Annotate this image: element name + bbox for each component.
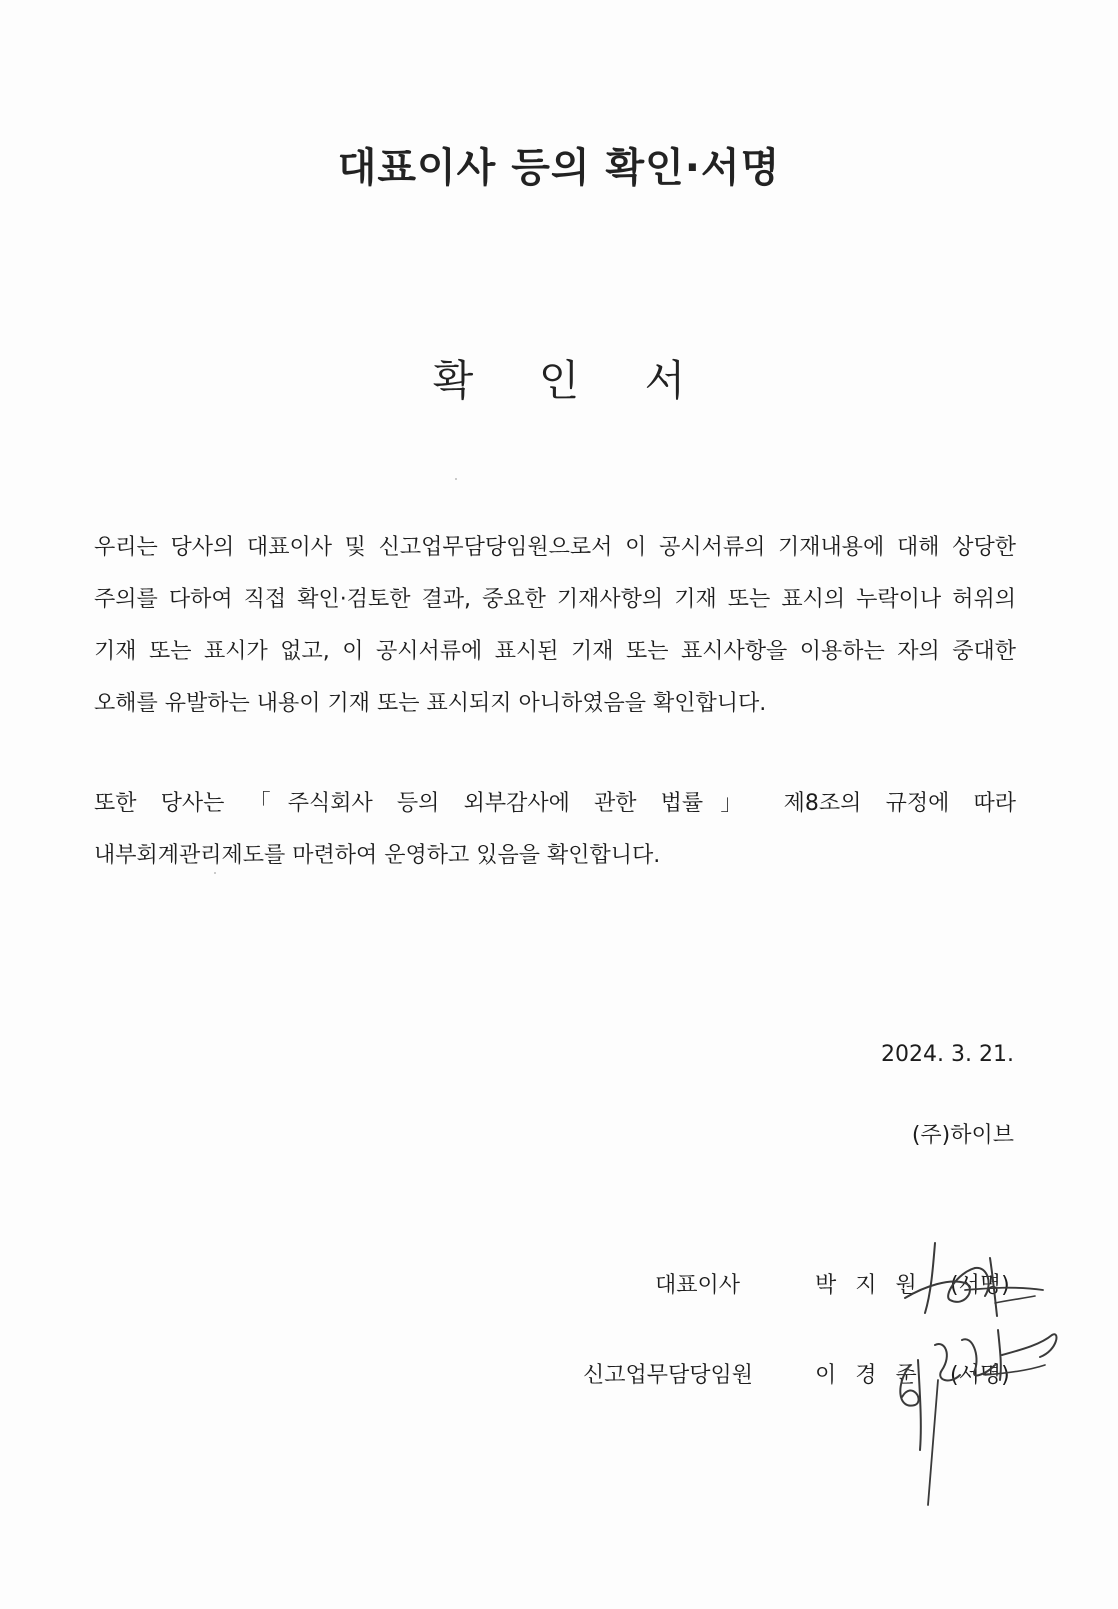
paragraph-line: 또한 당사는 「주식회사 등의 외부감사에 관한 법률」 제8조의 규정에 따라 — [94, 791, 1016, 816]
handwritten-signature-2 — [890, 1325, 1070, 1515]
paragraph-line: 우리는 당사의 대표이사 및 신고업무담당임원으로서 이 공시서류의 기재내용에 대해 상당한 — [94, 535, 1016, 560]
paragraph-line: 주의를 다하여 직접 확인·검토한 결과, 중요한 기재사항의 기재 또는 표시의 누락이나 허위의 — [94, 587, 1016, 612]
company-name: (주)하이브 — [911, 1123, 1014, 1148]
signatory-name: 이 경 준 — [815, 1363, 923, 1388]
main-title: 대표이사 등의 확인·서명 — [337, 145, 781, 191]
scan-speck — [455, 478, 457, 480]
paragraph-line: 오해를 유발하는 내용이 기재 또는 표시되지 아니하였음을 확인합니다. — [94, 691, 767, 716]
signatory-role: 대표이사 — [655, 1273, 741, 1298]
signatory-row-ceo — [0, 1268, 1118, 1298]
signature-mark: (서명) — [950, 1273, 1010, 1298]
paragraph-line: 기재 또는 표시가 없고, 이 공시서류에 표시된 기재 또는 표시사항을 이용하는 자의 중대한 — [94, 639, 1016, 664]
scan-speck — [214, 872, 216, 874]
signatory-row-disclosure-officer — [0, 1358, 1118, 1388]
signatory-role: 신고업무담당임원 — [583, 1363, 754, 1388]
internal-control-paragraph — [94, 778, 1016, 882]
paragraph-line: 내부회계관리제도를 마련하여 운영하고 있음을 확인합니다. — [94, 843, 661, 868]
document-date: 2024. 3. 21. — [881, 1042, 1014, 1067]
confirmation-paragraph — [94, 522, 1016, 730]
signatory-name: 박 지 원 — [815, 1273, 923, 1298]
signature-mark: (서명) — [950, 1363, 1010, 1388]
document-heading: 확 인 서 — [432, 356, 712, 405]
